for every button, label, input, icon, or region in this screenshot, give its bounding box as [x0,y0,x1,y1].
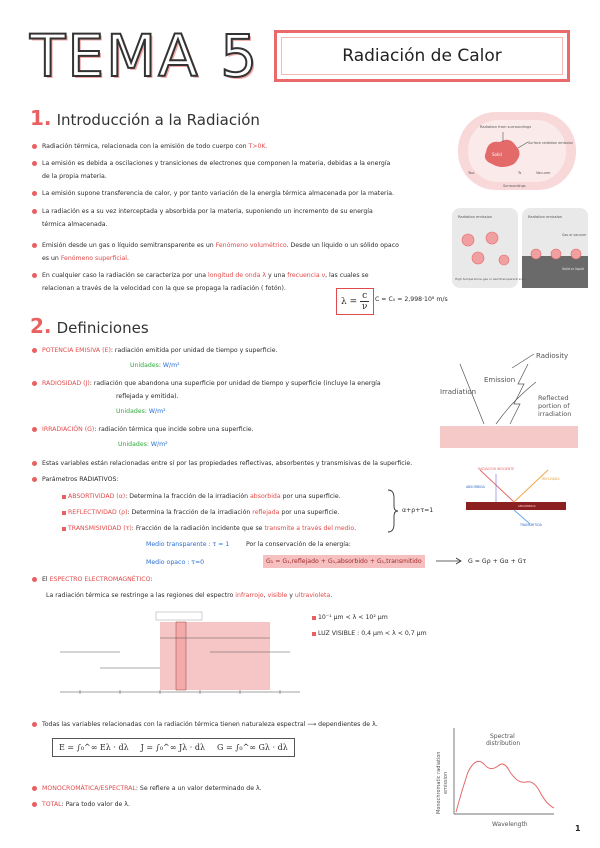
bullet-icon [32,243,37,248]
params-heading: Parámetros RADIATIVOS: [42,476,119,483]
tema-title: TEMA 5 [30,22,260,90]
label-absorbida: ABSORBIDA [518,504,536,508]
label-absorbida-left: ABSORBIDA [466,485,485,489]
param-reflectividad [68,506,388,519]
espectro-p1: La radiación térmica se restringe a las regiones del espectro [46,592,236,599]
radiosity-arrow [512,354,534,368]
integral-g: G = ∫₀^∞ Gλ · dλ [217,743,288,752]
p1-term: ABSORTIVIDAD (α) [68,493,126,500]
p2-rest: por una superficie. [279,509,340,516]
s1-bullet-5 [42,239,452,265]
def-potencia-text: : radiación emitida por unidad de tiempo y superficie. [110,347,278,354]
p2-term: REFLECTIVIDAD (ρ) [68,509,128,516]
s1-bullet-4 [42,205,452,231]
p2-hl: reflejada [252,509,280,516]
page-number: 1 [575,824,581,833]
espectro-h3: ultravioleta [294,592,331,599]
section-1-heading [30,106,260,130]
figure-radiative-params [456,466,576,528]
formula-lhs: λ = [341,296,358,307]
bullet-icon [32,161,37,166]
figure-volumetric-surface [452,208,588,288]
label-irradiation: Irradiation [440,388,477,396]
fig2-right-label1: Radiation emission [528,215,563,219]
def-radiosidad-units [116,405,166,418]
integral-e: E = ∫₀^∞ Eλ · dλ [59,743,129,752]
fig1-label7: Ts [518,171,522,175]
s1-b1-hl: T>0K. [248,143,268,150]
s1-b4-line2: térmica almacenada. [42,221,108,228]
def-irradiacion-text: : radiación térmica que incide sobre una superficie. [94,426,254,433]
formula-num: c [362,291,368,301]
s1-b6-p3: , las cuales se [325,272,369,279]
medio-transparente: Medio transparente : τ = 1 [146,541,230,548]
page-title: Radiación de Calor [342,46,502,66]
emission-wave [510,364,528,424]
def-irradiacion-term: IRRADIACIÓN (G) [42,426,95,433]
spectrum-legend-box [156,612,202,620]
p1-text: : Determina la fracción de la irradiación [125,493,251,500]
radiosity-surface [440,426,578,448]
fig1-solid [485,140,520,167]
s1-b6-h1: longitud de onda λ [208,272,267,279]
bullet-icon [32,786,37,791]
p1-hl: absorbida [250,493,281,500]
espectro-p4: . [330,592,333,599]
label-reflected3: irradiation [538,410,572,418]
fig1-label1: Radiation from surroundings [480,125,532,129]
bullet-icon [32,273,37,278]
reflected-wave [496,382,536,424]
bullet-icon [32,802,37,807]
medium-layer [466,502,566,510]
energy-short-eq: G = Gρ + Gα + Gτ [468,558,527,565]
speed-of-light: C = C₀ = 2,998·10⁸ m/s [375,296,448,303]
def-potencia-units [130,359,180,372]
espectro-p2: , [263,592,268,599]
bullet-icon [32,348,37,353]
figure-em-spectrum [60,608,300,700]
espectro-heading [42,573,152,586]
sum-equation: α+ρ+τ=1 [402,507,434,514]
spectral-curve [456,761,554,812]
s1-b2-line2: de la propia materia. [42,173,107,180]
fig2-left-label1: Radiation emission [458,215,493,219]
s1-b5-h1: Fenómeno volumétrico [215,242,287,249]
spectral-ylabel2: emission [443,771,449,794]
units-label: Unidades [116,408,145,415]
s1-b1-text: Radiación térmica, relacionada con la emisión de todo cuerpo con [42,143,249,150]
s1-bullet-6 [42,269,452,295]
bullet-icon [32,577,37,582]
espectro-p3: y [287,592,295,599]
bullet-icon [32,427,37,432]
transmitted-ray [514,510,530,524]
s1-b4-line1: La radiación es a su vez interceptada y absorbida por la materia, suponiendo un incremento de su energía [42,208,373,215]
s1-bullet-2 [42,157,452,183]
bullet-icon [32,722,37,727]
p3-hl: transmite a través del medio [264,525,355,532]
def-total [42,798,130,811]
spectral-title1: Spectral [490,733,515,740]
s1-b5-h2: Fenómeno superficial [60,255,128,262]
espectro-term: El [42,576,50,583]
def-radiosidad-text: : radiación que abandona una superficie por unidad de tiempo y superficie (incluye la energía [89,380,381,387]
incident-ray [480,470,514,502]
s1-b5-p1: Emisión desde un gas o líquido semitransparente es un [42,242,216,249]
p3-rest: . [354,525,357,532]
def-radiosidad [42,377,422,403]
fig1-label4: Vacuum [536,171,551,175]
total-text: : Para todo valor de λ. [61,801,130,808]
fig2-solid [522,256,588,288]
formula-den: ν [361,302,368,312]
s1-b6-h2: frecuencia ν [287,272,326,279]
s1-b5-p2: . Desde un líquido o un sólido opaco [286,242,399,249]
energy-conservation-eq: G₁ = G₁,reflejado + G₁,absorbido + G₁,transmitido [263,555,425,568]
bullet-icon [32,144,37,149]
section-1-number: 1. [30,106,52,130]
label-reflejada: REFLEJADA [542,477,560,481]
figure-surface-radiation [458,112,576,190]
fig2-surface-emitters [531,249,581,259]
brace-icon [386,488,400,534]
mono-text: : Se refiere a un valor determinado de λ. [135,785,262,792]
p3-text: : Fracción de la radiación incidente que se [131,525,265,532]
medio-opaco: Medio opaco : τ=0 [146,559,205,566]
sub-bullet-icon [312,616,316,620]
spectral-nature-text: Todas las variables relacionadas con la radiación térmica tienen naturaleza espectral ⟶ dependientes de λ. [42,721,378,728]
fig1-label5: Surroundings [503,184,526,188]
bullet-icon [32,191,37,196]
visible-range: LUZ VISIBLE : 0,4 µm < λ < 0,7 µm [318,630,427,637]
def-radiosidad-line2: reflejada y emitida). [116,393,179,400]
fig2-left-label2: High temperature gas or semitransparent solid [455,277,526,281]
p1-rest: por una superficie. [280,493,341,500]
espectro-h1: infrarrojo [235,592,264,599]
fig1-label6: Tsur [468,171,475,175]
fig1-label2: Surface radiation emission [528,141,574,145]
fig2-right-label3: Solid or liquid [562,267,584,271]
units-label: Unidades [130,362,159,369]
label-emission: Emission [484,376,516,384]
units-value: : W/m² [144,408,166,415]
units-value: : W/m² [146,441,168,448]
sub-bullet-icon [62,495,66,499]
spectral-ylabel1: Monochromatic radiation [436,751,442,814]
label-radiosity: Radiosity [536,352,569,360]
figure-radiosity [440,344,578,448]
s1-bullet-1 [42,140,442,153]
bullet-icon [32,381,37,386]
fig2-right-label2: Gas or vacuum [562,233,587,237]
s1-b2-line1: La emisión es debida a oscilaciones y transiciones de electrones que componen la materia, debidas a la energía [42,160,391,167]
integrals-box [52,738,295,757]
conservacion-text: Por la conservación de la energía: [246,541,351,548]
p3-term: TRANSMISIVIDAD (τ) [68,525,132,532]
s1-b6-p2: y una [266,272,288,279]
def-potencia-term: POTENCIA EMISIVA (E) [42,347,111,354]
units-value: : W/m² [158,362,180,369]
section-2-heading [30,314,149,338]
total-term: TOTAL [42,801,62,808]
page-title-box [274,30,570,82]
fig2-left-bg [452,208,518,288]
s1-b6-p1: En cualquier caso la radiación se caracteriza por una [42,272,208,279]
label-transmitida: TRANSMITIDA [520,523,542,527]
sub-bullet-icon [312,632,316,636]
label-reflected2: portion of [538,402,570,410]
sub-bullet-icon [62,527,66,531]
bullet-icon [32,209,37,214]
espectro-hl: ESPECTRO ELECTROMAGNÉTICO [49,576,151,583]
def-radiosidad-term: RADIOSIDAD (J) [42,380,90,387]
def-irradiacion-units [118,438,168,451]
wavelength-formula [336,288,374,315]
sub-bullet-icon [62,511,66,515]
mono-term: MONOCROMÁTICA/ESPECTRAL [42,785,136,792]
def-potencia [42,344,372,357]
section-2-title: Definiciones [56,319,149,337]
s1-b6-line2: relacionan a través de la velocidad con la que se propaga la radiación ( fotón). [42,285,286,292]
label-reflected1: Reflected [538,394,569,402]
espectro-h2: visible [267,592,288,599]
integral-j: J = ∫₀^∞ Jλ · dλ [140,743,206,752]
bullet-icon [32,477,37,482]
visible-band [176,622,186,690]
s1-b5-p3: es un [42,255,61,262]
figure-spectral-distribution [432,720,562,830]
espectro-text [46,589,466,602]
param-transmisividad [68,522,388,535]
units-label: Unidades [118,441,147,448]
p2-text: : Determina la fracción de la irradiación [127,509,253,516]
s1-bullet-3: La emisión supone transferencia de calor, y por tanto variación de la energía térmica almacenada por la materia. [42,190,395,197]
label-incidente: RADIACIÓN INCIDENTE [478,467,515,471]
relation-text: Estas variables están relacionadas entre sí por las propiedades reflectivas, absorbentes y transmisivas de la superficie. [42,460,413,467]
param-absortividad [68,490,388,503]
formula-fraction [360,291,369,312]
section-2-number: 2. [30,314,52,338]
s1-b5-p4: . [127,255,129,262]
fig1-solid-label: Solid [492,152,502,157]
bullet-icon [32,461,37,466]
arrow-right-icon [436,557,464,565]
spectral-xlabel: Wavelength [492,821,528,828]
thermal-range: 10⁻¹ µm < λ < 10² µm [318,614,388,621]
spectral-title2: distribution [486,740,521,747]
section-1-title: Introducción a la Radiación [56,111,260,129]
reflected-ray [514,470,548,502]
espectro-colon: : [150,576,153,583]
def-monocromatica [42,782,262,795]
def-irradiacion [42,423,372,436]
